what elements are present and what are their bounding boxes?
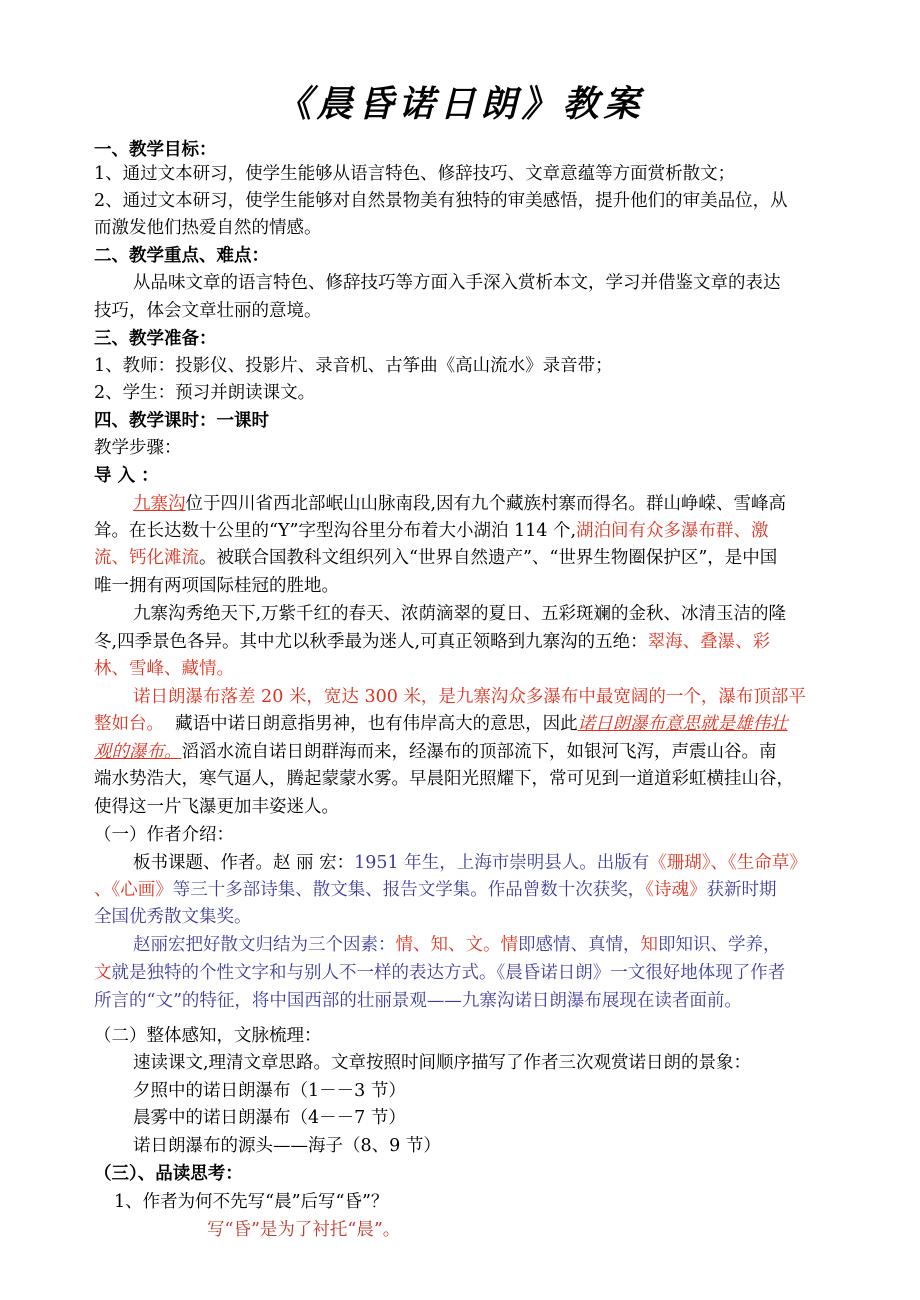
author-line-1-works: 《珊瑚》、《生命草》 xyxy=(649,853,807,873)
goal-2-line-1: 2、通过文本研习，使学生能够对自然景物美有独特的审美感悟，提升他们的审美品位，从 xyxy=(94,191,788,211)
author-line-2-poem: 《诗魂》 xyxy=(645,880,707,900)
author-line-4-e: 即知识、学养， xyxy=(658,935,781,955)
author-line-2 xyxy=(94,877,777,903)
intro-p3-line-1: 诺日朗瀑布落差 20 米，宽达 300 米，是九寨沟众多瀑布中最宽阔的一个，瀑布顶部平 xyxy=(133,687,806,707)
author-line-5-a: 文 xyxy=(94,963,112,983)
author-line-1-text: 板书课题、作者。赵 丽 宏： xyxy=(133,853,355,873)
intro-p3-line-2-emphasis: 诺日朗瀑布意思就是雄伟壮 xyxy=(577,714,788,734)
author-line-2-works: 、《心画》 xyxy=(94,880,173,900)
intro-p3-line-3 xyxy=(94,739,777,765)
author-line-4-c: 即感情、真情， xyxy=(518,935,641,955)
author-line-4-b: 情、知、文。情 xyxy=(395,935,518,955)
intro-p3-line-4: 端水势浩大，寒气逼人，腾起蒙蒙水雾。早晨阳光照耀下，常可见到一道道彩虹横挂山谷， xyxy=(94,769,794,789)
reading-heading: （三）、品读思考： xyxy=(94,1164,243,1184)
prep-student: 2、学生：预习并朗读课文。 xyxy=(94,383,316,403)
intro-p2-line-2-highlight: 翠海、叠瀑、彩 xyxy=(647,632,771,652)
prep-teacher: 1、教师：投影仪、投影片、录音机、古筝曲《高山流水》录音带； xyxy=(94,356,613,376)
author-line-4-d: 知 xyxy=(640,935,658,955)
intro-p1-line-2-highlight: 湖泊间有众多瀑布群、激 xyxy=(576,521,769,541)
intro-p1-line-3-highlight: 流、钙化滩流 xyxy=(94,548,199,568)
intro-p1-line-4: 唯一拥有两项国际桂冠的胜地。 xyxy=(94,576,339,596)
answer-1: 写“昏”是为了衬托“晨”。 xyxy=(207,1220,401,1240)
intro-p3-line-2-text: 藏语中诺日朗意指男神，也有伟岸高大的意思，因此 xyxy=(164,714,578,734)
intro-p1-line-2-text: 耸。在长达数十公里的“Y”字型沟谷里分布着大小湖泊 114 个, xyxy=(94,521,577,541)
intro-p1-line-3 xyxy=(94,545,777,571)
section-2-heading: 二、教学重点、难点： xyxy=(94,246,269,266)
author-heading: （一）作者介绍： xyxy=(94,825,234,845)
page-title: 《晨昏诺日朗》教案 xyxy=(275,83,645,125)
author-line-1 xyxy=(133,850,807,876)
author-line-4 xyxy=(133,932,781,958)
intro-p2-line-1: 九寨沟秀绝天下,万紫千红的春天、浓荫滴翠的夏日、五彩斑斓的金秋、冰清玉洁的隆 xyxy=(133,604,787,624)
question-1: 1、作者为何不先写“晨”后写“昏”？ xyxy=(114,1192,389,1212)
intro-p3-line-2-highlight: 整如台。 xyxy=(94,714,164,734)
intro-p2-line-3: 林、雪峰、藏情。 xyxy=(94,659,234,679)
jiuzhaigou-link[interactable]: 九寨沟 xyxy=(133,494,186,514)
intro-p3-line-3-text: 滔滔水流自诺日朗群海而来，经瀑布的顶部流下，如银河飞泻，声震山谷。南 xyxy=(181,742,777,762)
section-3-heading: 三、教学准备： xyxy=(94,329,217,349)
overview-item: 晨雾中的诺日朗瀑布（4－－7 节） xyxy=(133,1108,406,1128)
overview-item: 夕照中的诺日朗瀑布（1－－3 节） xyxy=(133,1081,406,1101)
intro-p1-line-3-text: 。被联合国教科文组织列入“世界自然遗产”、“世界生物圈保护区”，是中国 xyxy=(199,548,778,568)
author-line-5-b: 就是独特的个性文字和与别人不一样的表达方式。《晨昏诺日朗》一文很好地体现了作者 xyxy=(111,963,786,983)
author-line-2-end: 获新时期 xyxy=(706,880,777,900)
author-line-3: 全国优秀散文集奖。 xyxy=(94,907,252,927)
author-line-1-blue: 1951 年生，上海市崇明县人。出版有 xyxy=(354,853,650,873)
goal-1: 1、通过文本研习，使学生能够从语言特色、修辞技巧、文章意蕴等方面赏析散文； xyxy=(94,164,736,184)
section-4-heading: 四、教学课时：一课时 xyxy=(94,411,269,431)
intro-p1-line-1 xyxy=(133,491,786,517)
author-line-6: 所言的“文”的特征，将中国西部的壮丽景观——九寨沟诺日朗瀑布展现在读者面前。 xyxy=(94,991,742,1011)
author-line-4-a: 赵丽宏把好散文归结为三个因素： xyxy=(133,935,396,955)
overview-item: 诺日朗瀑布的源头——海子（8、9 节） xyxy=(133,1136,441,1156)
intro-p1-line-2 xyxy=(94,518,769,544)
author-line-2-blue: 等三十多部诗集、散文集、报告文学集。作品曾数十次获奖， xyxy=(172,880,646,900)
intro-p2-line-2 xyxy=(94,629,770,655)
intro-p1-line-1-text: 位于四川省西北部岷山山脉南段,因有九个藏族村寨而得名。群山峥嵘、雪峰高 xyxy=(185,494,787,514)
focus-line-2: 技巧，体会文章壮丽的意境。 xyxy=(94,301,322,321)
intro-p3-line-3-emphasis: 观的瀑布。 xyxy=(94,742,182,762)
intro-p3-line-5: 使得这一片飞瀑更加丰姿迷人。 xyxy=(94,797,339,817)
goal-2-line-2: 而激发他们热爱自然的情感。 xyxy=(94,218,322,238)
intro-p2-line-2-text: 冬,四季景色各异。其中尤以秋季最为迷人,可真正领略到九寨沟的五绝： xyxy=(94,632,648,652)
overview-heading: （二）整体感知，文脉梳理： xyxy=(94,1026,322,1046)
section-1-heading: 一、教学目标： xyxy=(94,140,217,160)
steps-label: 教学步骤： xyxy=(94,438,182,458)
intro-p3-line-2 xyxy=(94,711,788,737)
overview-line-1: 速读课文,理清文章思路。文章按照时间顺序描写了作者三次观赏诺日朗的景象： xyxy=(133,1053,752,1073)
focus-line-1: 从品味文章的语言特色、修辞技巧等方面入手深入赏析本文，学习并借鉴文章的表达 xyxy=(133,273,781,293)
author-line-5 xyxy=(94,960,785,986)
intro-heading: 导 入 ： xyxy=(94,466,159,486)
